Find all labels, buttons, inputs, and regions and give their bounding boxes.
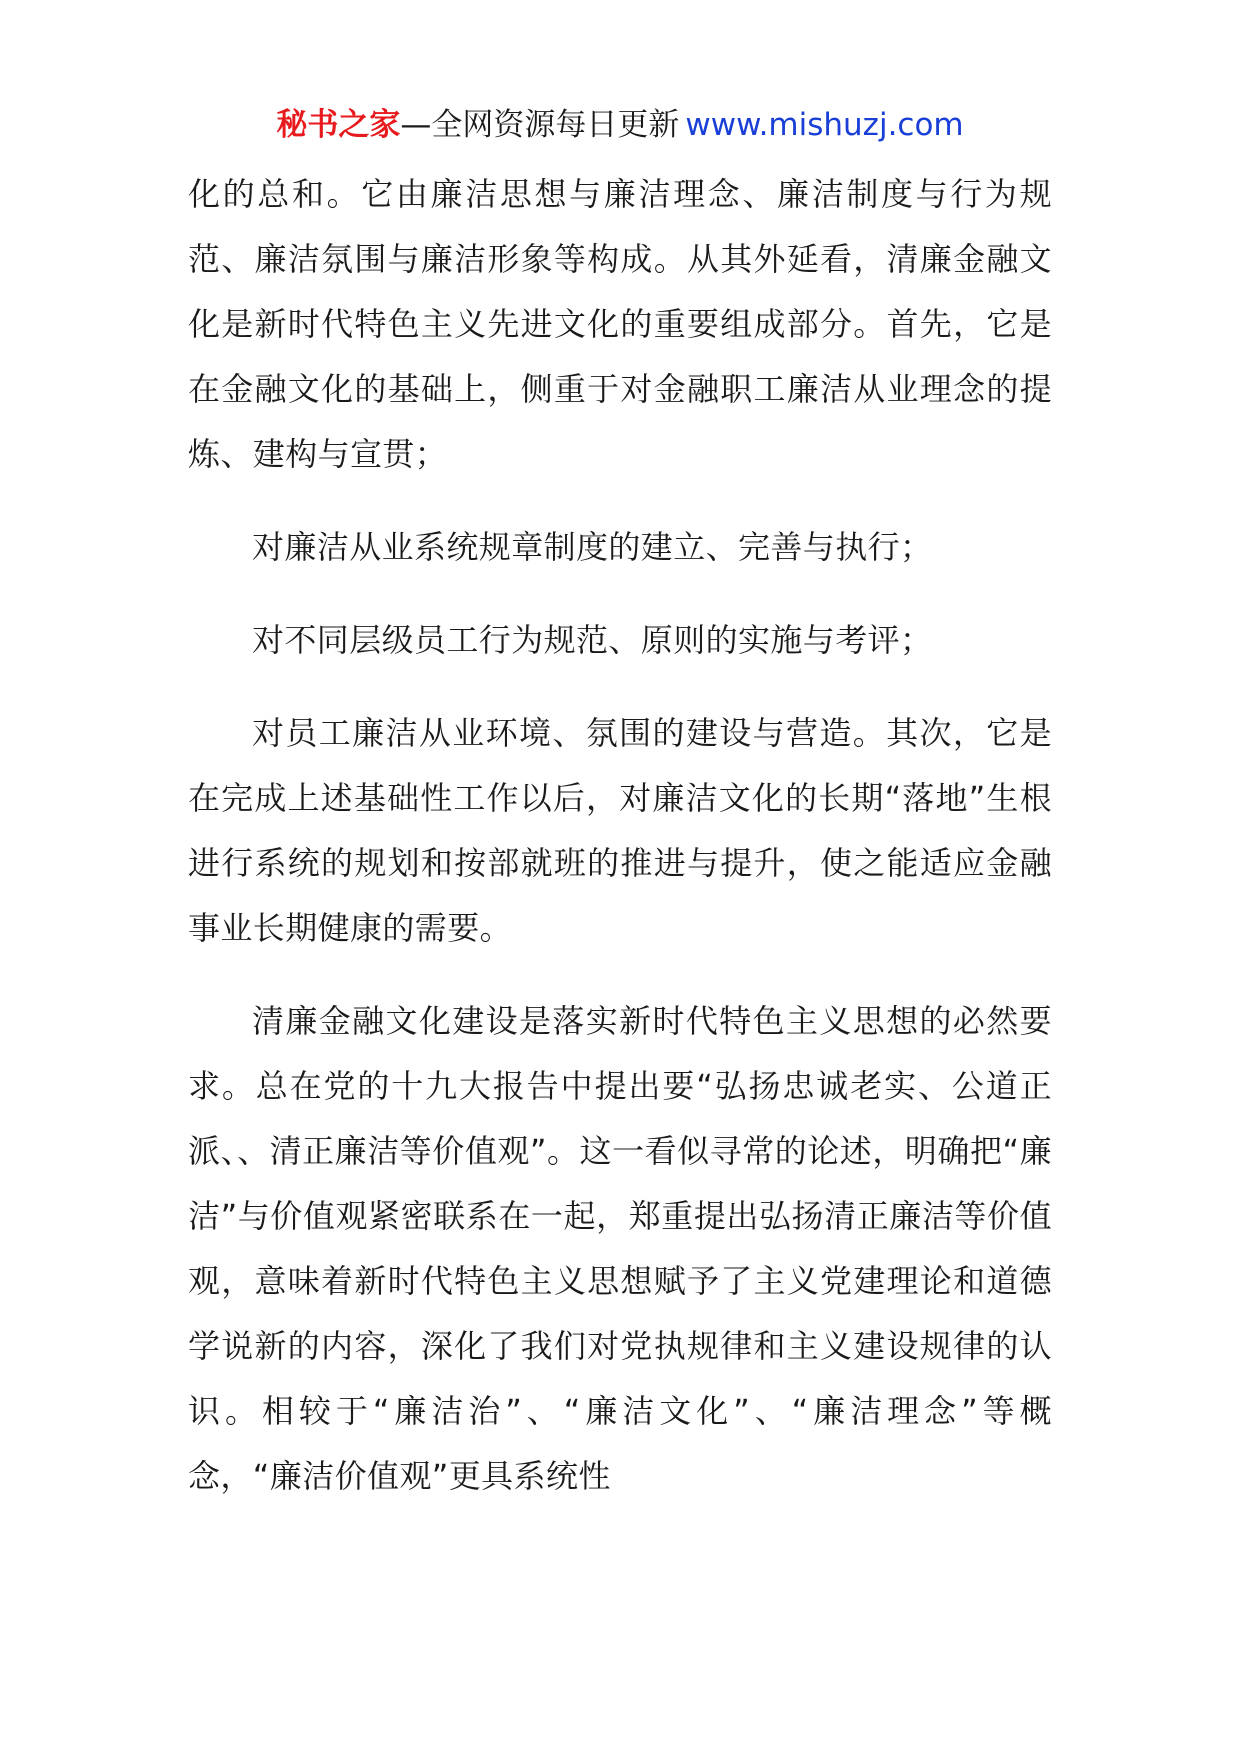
paragraph: 对员工廉洁从业环境、氛围的建设与营造。其次，它是在完成上述基础性工作以后，对廉洁文化的长期“落地”生根进行系统的规划和按部就班的推进与提升，使之能适应金融事业长期健康的需要。 <box>188 714 1052 947</box>
paragraph: 对不同层级员工行为规范、原则的实施与考评； <box>252 621 933 659</box>
site-url-link[interactable]: www.mishuzj.com <box>685 107 964 143</box>
header-slogan: —全网资源每日更新 <box>400 107 680 143</box>
paragraph: 对廉洁从业系统规章制度的建立、完善与执行； <box>252 528 933 566</box>
paragraph-continued: 化的总和。它由廉洁思想与廉洁理念、廉洁制度与行为规范、廉洁氛围与廉洁形象等构成。从其外延看，清廉金融文化是新时代特色主义先进文化的重要组成部分。首先，它是在金融文化的基础上，侧重于对金融职工廉洁从业理念的提炼、建构与宣贯； <box>188 175 1052 473</box>
page-header <box>0 100 1240 150</box>
brand-name: 秘书之家 <box>276 107 401 143</box>
document-body <box>188 162 1052 1509</box>
paragraph: 清廉金融文化建设是落实新时代特色主义思想的必然要求。总在党的十九大报告中提出要“弘扬忠诚老实、公道正派、、清正廉洁等价值观”。这一看似寻常的论述，明确把“廉洁”与价值观紧密联系在一起，郑重提出弘扬清正廉洁等价值观，意味着新时代特色主义思想赋予了主义党建理论和道德学说新的内容，深化了我们对党执规律和主义建设规律的认识。相较于“廉洁治”、“廉洁文化”、“廉洁理念”等概念，“廉洁价值观”更具系统性 <box>188 1002 1052 1495</box>
